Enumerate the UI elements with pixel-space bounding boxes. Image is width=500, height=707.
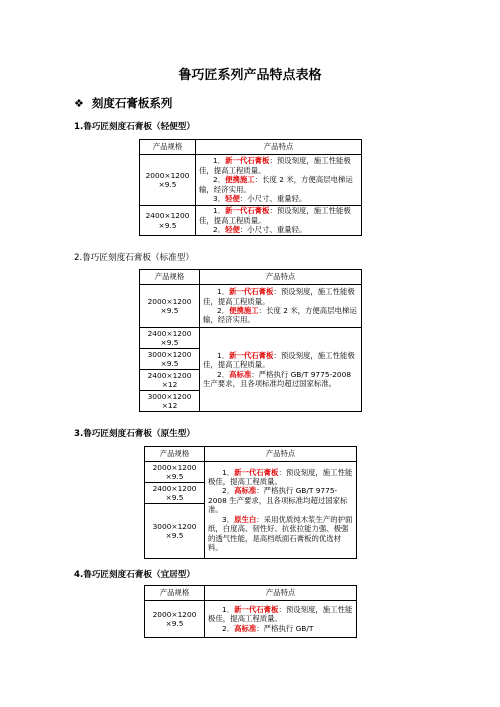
features-cell: 1．新一代石膏板：预设刻度，施工性能极佳，提高工程质量。 2．高标准：严格执行 GB/T: [205, 601, 357, 638]
table-row: [140, 206, 362, 236]
section-heading: [74, 95, 172, 111]
spec-cell: 2000×1200 ×9.5: [145, 601, 205, 638]
spec-cell: 3000×1200 ×9.5: [145, 504, 205, 559]
diamond-bullet-icon: ❖: [74, 96, 84, 110]
spec-cell: 2400×1200 ×12: [140, 370, 200, 391]
table2: [139, 269, 362, 412]
table-row: [145, 601, 357, 638]
spec-cell: 2400×1200 ×9.5: [140, 328, 200, 349]
table3-heading: 3.鲁巧匠刻度石膏板（原生型）: [74, 429, 195, 439]
table4-heading: 4.鲁巧匠刻度石膏板（宜居型）: [74, 570, 195, 580]
table-header-row: [145, 447, 357, 462]
features-cell: 1．新一代石膏板：预设刻度，施工性能极佳，提高工程质量。 2．轻便：小尺寸、重量轻。: [196, 206, 362, 236]
table1-heading: 1.鲁巧匠刻度石膏板（轻便型）: [74, 122, 195, 132]
document-title: 鲁巧匠系列产品特点表格: [178, 68, 322, 83]
header-features: 产品特点: [200, 270, 362, 285]
table4: [144, 585, 357, 638]
table-row: [140, 285, 362, 328]
table-header-row: [140, 140, 362, 155]
header-spec: 产品规格: [145, 586, 205, 601]
section-title: 刻度石膏板系列: [91, 96, 173, 110]
table-row: [140, 328, 362, 349]
table2-heading: 2.鲁巧匠刻度石膏板（标准型）: [74, 253, 194, 263]
table-header-row: [140, 270, 362, 285]
spec-cell: 2000×1200 ×9.5: [140, 285, 200, 328]
features-cell: 1．新一代石膏板：预设刻度，施工性能极佳，提高工程质量。 2．高标准：严格执行 GB/T 9775-2008 生产要求，且各项标准均超过国家标准。 3．原生白：采用优质纯木浆生产的护面纸，白度高、韧性好、抗张拉能力强、极强的透气性能，是高档纸面石膏板的优选材料。: [205, 462, 357, 559]
header-features: 产品特点: [205, 586, 357, 601]
spec-cell: 3000×1200 ×12: [140, 391, 200, 412]
features-cell: 1．新一代石膏板：预设刻度，施工性能极佳，提高工程质量。 2．便携施工：长度 2 米，方便高层电梯运输，经济实用。 3．轻便：小尺寸、重量轻。: [196, 155, 362, 206]
table-row: [145, 462, 357, 483]
table-header-row: [145, 586, 357, 601]
spec-cell: 2400×1200 ×9.5: [145, 483, 205, 504]
features-cell: 1．新一代石膏板：预设刻度，施工性能极佳，提高工程质量。 2．高标准：严格执行 GB/T 9775-2008 生产要求，且各项标准均超过国家标准。: [200, 328, 362, 412]
spec-cell: 2400×1200 ×9.5: [140, 206, 196, 236]
spec-cell: 2000×1200 ×9.5: [140, 155, 196, 206]
header-features: 产品特点: [196, 140, 362, 155]
header-spec: 产品规格: [140, 140, 196, 155]
header-spec: 产品规格: [140, 270, 200, 285]
features-cell: 1．新一代石膏板：预设刻度，施工性能极佳，提高工程质量。 2．便携施工：长度 2 米，方便高层电梯运输，经济实用。: [200, 285, 362, 328]
header-spec: 产品规格: [145, 447, 205, 462]
table1: [139, 139, 362, 236]
table3: [144, 446, 357, 559]
spec-cell: 3000×1200 ×9.5: [140, 349, 200, 370]
table-row: [140, 155, 362, 206]
spec-cell: 2000×1200 ×9.5: [145, 462, 205, 483]
header-features: 产品特点: [205, 447, 357, 462]
